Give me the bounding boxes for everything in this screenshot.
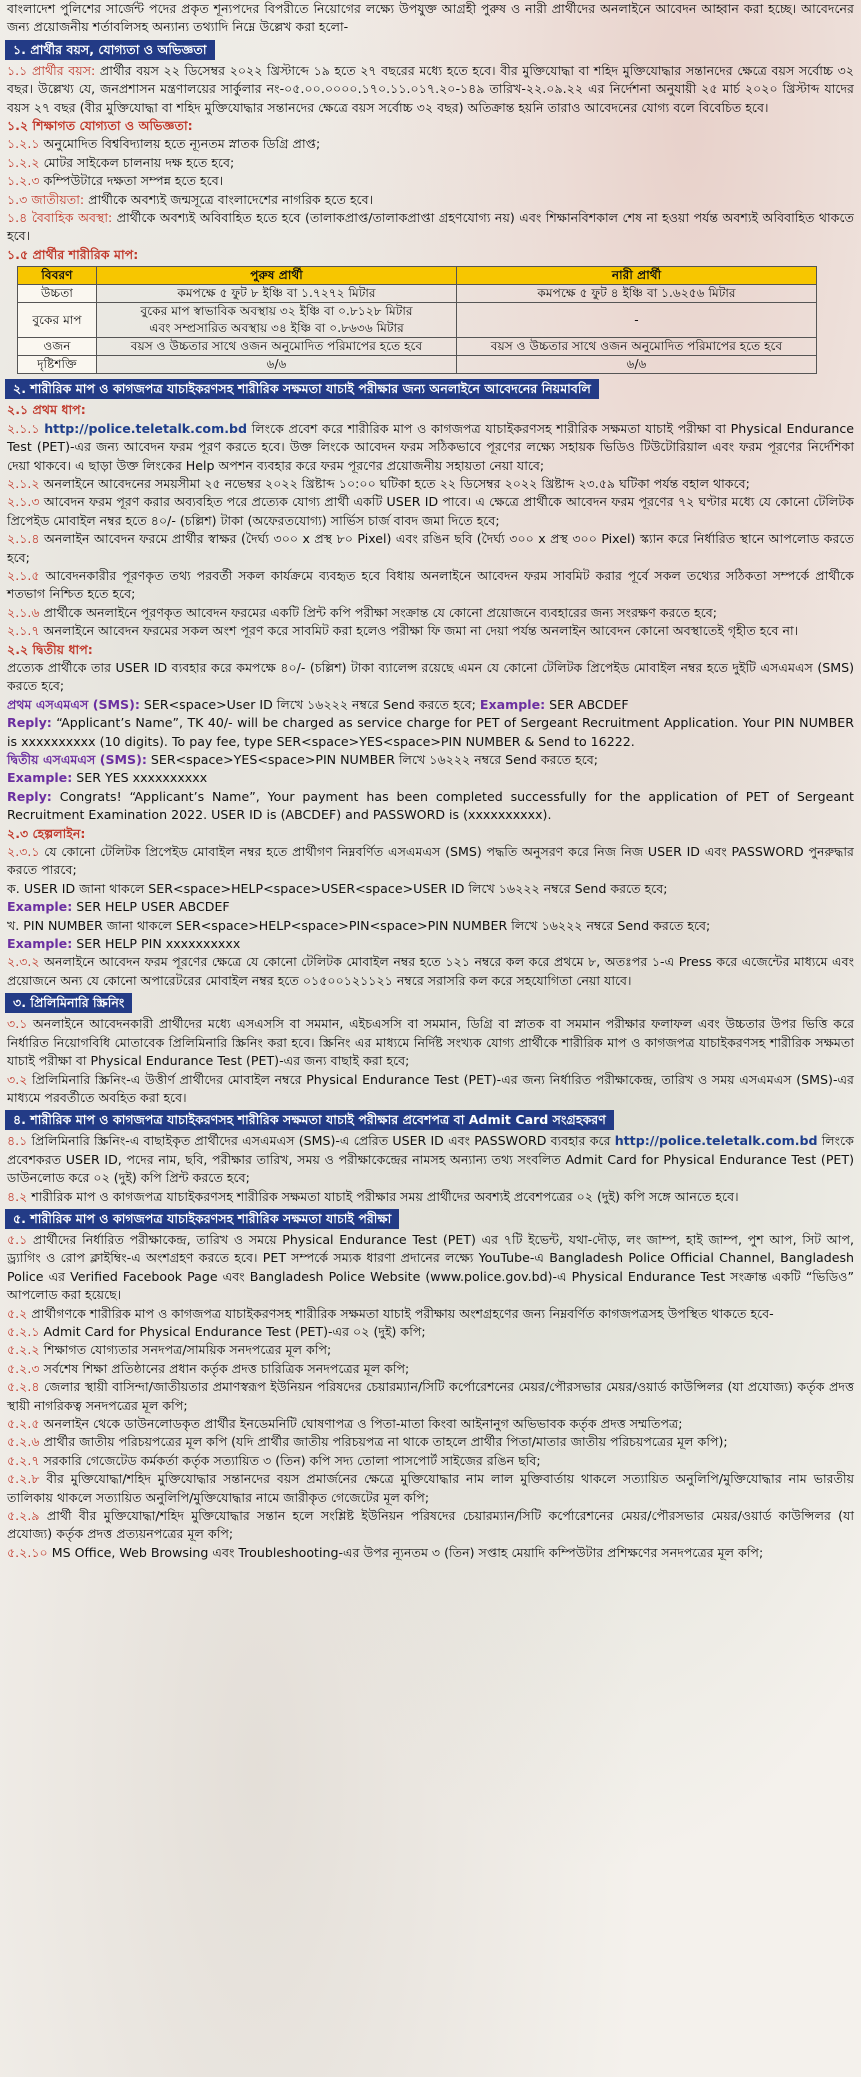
para-5-2-6-text: প্রার্থীর জাতীয় পরিচয়পত্রের মূল কপি (যদি প্রার্থীর জাতীয় পরিচয়পত্র না থাকে তাহলে প্রার্থীর পিতা/মাতার জাতীয় পরিচয়পত্রের মূল কপি); [39,1434,728,1450]
para-1-4 [5,209,856,246]
reply-2-label: Reply: [7,788,52,804]
para-3-1-num: ৩.১ [7,1016,28,1032]
table-cell-label: ওজন [18,338,97,356]
section-3-header: ৩. প্রিলিমিনারি স্ক্রিনিং [5,993,132,1013]
para-3-2-text: প্রিলিমিনারি স্ক্রিনিং-এ উত্তীর্ণ প্রার্থীদের মোবাইল নম্বরে Physical Endurance Test (PET)-এর জন্য নির্ধারিত পরীক্ষাকেন্দ্র, তারিখ ও সময় এসএমএস (SMS)-এর মাধ্যমে পরবর্তীতে অবহিত করা হবে। [7,1071,854,1105]
para-2-1-6-num: ২.১.৬ [7,604,40,620]
teletalk-link-admit[interactable]: http://police.teletalk.com.bd [614,1133,818,1149]
sms-2-text: SER<space>YES<space>PIN NUMBER লিখে ১৬২২২ নম্বরে Send করতে হবে; [146,752,599,767]
para-2-1-7-num: ২.১.৭ [7,623,40,639]
reply-1 [5,714,856,751]
para-2-1-1 [5,420,856,475]
para-5-2-4-text: জেলার স্থায়ী বাসিন্দা/জাতীয়তার প্রমাণস্বরূপ ইউনিয়ন পরিষদের চেয়ারম্যান/সিটি কর্পোরেশনের মেয়র/পৌরসভার মেয়র/ওয়ার্ড কাউন্সিলর (যা প্রযোজ্য) কর্তৃক প্রদত্ত স্থায়ী নাগরিকত্ব সনদপত্রের মূল কপি; [7,1379,854,1413]
help-b: খ. PIN NUMBER জানা থাকলে SER<space>HELP<space>PIN<space>PIN NUMBER লিখে ১৬২২২ নম্বরে Send করতে হবে; [7,917,711,933]
para-2-1-1-num: ২.১.১ [7,420,40,436]
para-1-4-text: প্রার্থীকে অবশ্যই অবিবাহিত হতে হবে (তালাকপ্রাপ্ত/তালাকপ্রাপ্তা গ্রহণযোগ্য নয়) এবং শিক্ষানবিশকাল শেষ না হওয়া পর্যন্ত অবশ্যই অবিবাহিত থাকতে হবে। [7,210,855,244]
para-4-1-num: ৪.১ [7,1133,28,1149]
sms-1-text: SER<space>User ID লিখে ১৬২২২ নম্বরে Send করতে হবে; [139,696,480,712]
para-4-2-num: ৪.২ [7,1188,28,1204]
para-5-2-5 [5,1415,856,1433]
para-2-1-3 [5,493,856,530]
para-1-2-1 [5,135,856,153]
sms-2-example-label: Example: [7,770,73,786]
para-4-2-text: শারীরিক মাপ ও কাগজপত্র যাচাইকরণসহ শারীরিক সক্ষমতা যাচাই পরীক্ষার সময় প্রার্থীদের অবশ্যই প্রবেশপত্রের ০২ (দুই) কপি সঙ্গে আনতে হবে। [27,1188,739,1204]
para-2-3-2-num: ২.৩.২ [7,954,40,970]
sms-1-example-label: Example: [479,696,546,712]
para-5-2-7 [5,1452,856,1470]
help-a: ক. USER ID জানা থাকলে SER<space>HELP<space>USER<space>USER ID লিখে ১৬২২২ নম্বরে Send করতে হবে; [7,880,668,896]
chest-normal: বুকের মাপ স্বাভাবিক অবস্থায় ৩২ ইঞ্চি বা ০.৮১২৮ মিটার [140,304,413,319]
circular-content [5,0,856,1562]
para-3-2-num: ৩.২ [7,1071,28,1087]
para-4-1-text-a: প্রিলিমিনারি স্ক্রিনিং-এ বাছাইকৃত প্রার্থীদের এসএমএস (SMS)-এ প্রেরিত USER ID এবং PASSWORD ব্যবহার করে [27,1133,615,1149]
para-2-3-1-text: যে কোনো টেলিটক প্রিপেইড মোবাইল নম্বর হতে প্রার্থীগণ নিম্নবর্ণিত এসএমএস (SMS) পদ্ধতি অনুসরণ করে নিজ নিজ USER ID এবং PASSWORD পুনরুদ্ধার করতে পারবে; [7,844,854,878]
para-2-1-2-text: অনলাইনে আবেদনের সময়সীমা ২৫ নভেম্বর ২০২২ খ্রিষ্টাব্দ ১০:০০ ঘটিকা হতে ২২ ডিসেম্বর ২০২২ খ্রিষ্টাব্দ ২৩.৫৯ ঘটিকা পর্যন্ত বহাল থাকবে; [39,475,750,491]
section-4-header: ৪. শারীরিক মাপ ও কাগজপত্র যাচাইকরণসহ শারীরিক সক্ষমতা যাচাই পরীক্ষার প্রবেশপত্র বা Admit Card সংগ্রহকরণ [5,1110,614,1130]
para-1-5-heading: ১.৫ প্রার্থীর শারীরিক মাপ: [7,246,139,262]
para-5-2-8-num: ৫.২.৮ [7,1471,40,1487]
help-a-example [5,898,856,916]
para-3-1-text: অনলাইনে আবেদনকারী প্রার্থীদের মধ্যে এসএসসি বা সমমান, এইচএসসি বা সমমান, ডিগ্রি বা স্নাতক বা সমমান পরীক্ষার ফলাফল এবং উচ্চতার উপর ভিত্তি করে নির্ধারিত নিয়োগবিধি মোতাবেক প্রিলিমিনারি স্ক্রিনিং করা হবে। স্ক্রিনিং এর মাধ্যমে নির্দিষ্ট সংখ্যক যোগ্য প্রার্থীকে শারীরিক মাপ ও কাগজপত্র যাচাইকরণসহ শারীরিক সক্ষমতা যাচাই পরীক্ষা বা Physical Endurance Test (PET)-এর জন্য বাছাই করা হবে; [7,1016,854,1069]
para-5-2-9 [5,1507,856,1544]
sms-1-label: প্রথম এসএমএস (SMS): [7,696,140,712]
para-2-1-4 [5,530,856,567]
para-2-1-5-num: ২.১.৫ [7,567,40,583]
help-a-example-text: SER HELP USER ABCDEF [72,899,230,915]
para-5-2-7-num: ৫.২.৭ [7,1452,40,1468]
para-5-2-3-num: ৫.২.৩ [7,1360,40,1376]
para-1-2-2 [5,154,856,172]
reply-2 [5,788,856,825]
para-5-2-2-num: ৫.২.২ [7,1342,40,1358]
table-cell: বয়স ও উচ্চতার সাথে ওজন অনুমোদিত পরিমাপের হতে হবে [97,338,457,356]
para-5-2-2-text: শিক্ষাগত যোগ্যতার সনদপত্র/সাময়িক সনদপত্রের মূল কপি; [39,1342,332,1358]
para-1-2-1-text: অনুমোদিত বিশ্ববিদ্যালয় হতে ন্যূনতম স্নাতক ডিগ্রি প্রাপ্ত; [39,136,321,152]
teletalk-link[interactable]: http://police.teletalk.com.bd [44,420,248,436]
para-2-2-heading: ২.২ দ্বিতীয় ধাপ: [7,641,93,657]
para-1-1-text: প্রার্থীর বয়স ২২ ডিসেম্বর ২০২২ খ্রিস্টাব্দে ১৯ হতে ২৭ বছরের মধ্যে হতে হবে। বীর মুক্তিযোদ্ধা বা শহিদ মুক্তিযোদ্ধার সন্তানদের ক্ষেত্রে বয়স সর্বোচ্চ ৩২ বছর। উল্লেখ্য যে, জনপ্রশাসন মন্ত্রণালয়ের সার্কুলার নং-০৫.০০.০০০০.১৭০.১১.০১৭.২০-১৪৯ তারিখ-২২.০৯.২২ এর নির্দেশনা অনুযায়ী ২৫ মার্চ ২০২০ খ্রিস্টাব্দ যাদের বয়স ২৭ বছর (বীর মুক্তিযোদ্ধা বা শহিদ মুক্তিযোদ্ধার সন্তানদের ক্ষেত্রে বয়স সর্বোচ্চ ৩২ বছর) অতিক্রান্ত হয়নি তারাও আবেদনের যোগ্য বলে বিবেচিত হবে। [7,62,854,115]
table-row [18,285,817,303]
table-cell [97,303,457,338]
para-5-2-1 [5,1323,856,1341]
para-4-2 [5,1188,856,1206]
table-row [18,303,817,338]
para-4-1-text-b: লিংকে প্রবেশকরত USER ID, পদের নাম, ছবি, পরীক্ষার তারিখ, সময় ও পরীক্ষাকেন্দ্রের নামসহ অন্যান্য তথ্য সংবলিত Admit Card for Physical Endurance Test (PET) ডাউনলোড করে ০২ (দুই) কপি প্রিন্ট করতে হবে; [7,1133,854,1186]
para-5-1 [5,1231,856,1305]
para-5-2-10-num: ৫.২.১০ [7,1544,48,1560]
help-b-example-text: SER HELP PIN xxxxxxxxxx [72,936,241,952]
para-4-1 [5,1132,856,1187]
intro-paragraph: বাংলাদেশ পুলিশের সার্জেন্ট পদের প্রকৃত শূন্যপদের বিপরীতে নিয়োগের লক্ষ্যে উপযুক্ত আগ্রহী পুরুষ ও নারী প্রার্থীদের অনলাইনে আবেদন আহ্বান করা হচ্ছে। আবেদনের জন্য প্রয়োজনীয় শর্তাবলিসহ অন্যান্য তথ্যাদি নিম্নে উল্লেখ করা হলো- [7,1,854,35]
table-row [18,338,817,356]
para-5-2-text: প্রার্থীগণকে শারীরিক মাপ ও কাগজপত্র যাচাইকরণসহ শারীরিক সক্ষমতা যাচাই পরীক্ষায় অংশগ্রহণের জন্য নিম্নবর্ণিত কাগজপত্রসহ উপস্থিত থাকতে হবে- [27,1305,774,1321]
reply-1-text: “Applicant’s Name”, TK 40/- will be charged as service charge for PET of Sergeant Recruitment Application. Your PIN NUMBER is xxxxxxxxxx (10 digits). To pay fee, type SER<space>YES<space>PIN NUMBER & Send to 16222. [7,715,854,749]
para-2-1-6 [5,604,856,622]
para-5-2-4 [5,1378,856,1415]
help-a-example-label: Example: [7,899,73,915]
para-5-2-9-text: প্রার্থী বীর মুক্তিযোদ্ধা/শহিদ মুক্তিযোদ্ধার সন্তান হলে সংশ্লিষ্ট ইউনিয়ন পরিষদের চেয়ারম্যান/সিটি কর্পোরেশনের মেয়র/পৌরসভার মেয়র/ওয়ার্ড কাউন্সিলর (যা প্রযোজ্য) কর্তৃক প্রদত্ত প্রত্যয়নপত্রের মূল কপি; [7,1508,854,1542]
sms-2-example [5,769,856,787]
para-2-1-2-num: ২.১.২ [7,475,40,491]
para-1-3 [5,191,856,209]
table-header-female: নারী প্রার্থী [457,267,817,285]
sms-2-label: দ্বিতীয় এসএমএস (SMS): [7,752,147,767]
para-5-2-6-num: ৫.২.৬ [7,1434,40,1450]
para-1-1-num: ১.১ প্রার্থীর বয়স: [7,62,96,78]
table-cell-label: উচ্চতা [18,285,97,303]
reply-1-label: Reply: [7,715,52,731]
para-5-2-3-text: সর্বশেষ শিক্ষা প্রতিষ্ঠানের প্রধান কর্তৃক প্রদত্ত চারিত্রিক সনদপত্রের মূল কপি; [39,1360,410,1376]
physical-measurement-table [17,266,817,374]
sms-2 [5,751,856,769]
para-1-2-3-text: কম্পিউটারে দক্ষতা সম্পন্ন হতে হবে। [39,173,224,189]
para-2-2-text: প্রত্যেক প্রার্থীকে তার USER ID ব্যবহার করে কমপক্ষে ৪০/- (চল্লিশ) টাকা ব্যালেন্স রয়েছে এমন যে কোনো টেলিটক প্রিপেইড মোবাইল নম্বর হতে দুইটি এসএমএস (SMS) করতে হবে; [7,659,854,694]
table-header-male: পুরুষ প্রার্থী [97,267,457,285]
para-2-1-6-text: প্রার্থীকে অনলাইনে পূরণকৃত আবেদন ফরমের একটি প্রিন্ট কপি পরীক্ষা সংক্রান্ত যে কোনো প্রয়োজনে ব্যবহারের জন্য সংরক্ষণ করতে হবে; [39,604,718,620]
help-b-example-label: Example: [7,936,73,952]
para-1-4-num: ১.৪ বৈবাহিক অবস্থা: [7,210,113,226]
para-5-2-1-text: Admit Card for Physical Endurance Test (PET)-এর ০২ (দুই) কপি; [39,1323,426,1339]
para-3-1 [5,1015,856,1070]
para-2-1-5-text: আবেদনকারীর পূরণকৃত তথ্য পরবর্তী সকল কার্যক্রমে ব্যবহৃত হবে বিধায় অনলাইনে আবেদন ফরম সাবমিট করার পূর্বে সকল তথ্যের সঠিকতা সম্পর্কে প্রার্থীকে শতভাগ নিশ্চিত হতে হবে; [7,567,854,602]
help-b-example [5,935,856,953]
para-1-1 [5,62,856,117]
section-1-header: ১. প্রার্থীর বয়স, যোগ্যতা ও অভিজ্ঞতা [5,40,215,60]
para-2-1-7-text: অনলাইনে আবেদন ফরমের সকল অংশ পূরণ করে সাবমিট করা হলেও পরীক্ষা ফি জমা না দেয়া পর্যন্ত অনলাইন আবেদন কোনো অবস্থাতেই গৃহীত হবে না। [39,623,799,639]
chest-expanded: এবং সম্প্রসারিত অবস্থায় ৩৪ ইঞ্চি বা ০.৮৬৩৬ মিটার [149,321,404,336]
para-1-2-2-num: ১.২.২ [7,154,40,170]
section-5-header: ৫. শারীরিক মাপ ও কাগজপত্র যাচাইকরণসহ শারীরিক সক্ষমতা যাচাই পরীক্ষা [5,1209,399,1229]
para-5-2-10-text: MS Office, Web Browsing এবং Troubleshooting-এর উপর ন্যূনতম ৩ (তিন) সপ্তাহ মেয়াদি কম্পিউটার প্রশিক্ষণের সনদপত্রের মূল কপি; [47,1544,764,1560]
table-header-row [18,267,817,285]
table-cell: ৬/৬ [457,356,817,374]
para-5-2-4-num: ৫.২.৪ [7,1379,40,1395]
table-cell: কমপক্ষে ৫ ফুট ৮ ইঞ্চি বা ১.৭২৭২ মিটার [97,285,457,303]
table-row [18,356,817,374]
para-2-3-2-text: অনলাইনে আবেদন ফরম পূরণের ক্ষেত্রে যে কোনো টেলিটক মোবাইল নম্বর হতে ১২১ নম্বরে কল করে প্রথমে ৮, অতঃপর ১-এ Press করে এজেন্টের মাধ্যমে এবং প্রয়োজনে অন্য যে কোনো অপারেটরের মোবাইল নম্বর হতে ০১৫০০১২১১২১ নম্বরে সরাসরি কল করে সহযোগিতা নেয়া যাবে। [7,954,854,988]
sms-2-example-text: SER YES xxxxxxxxxx [72,770,208,786]
para-5-2-10 [5,1544,856,1562]
para-2-1-4-text: অনলাইন আবেদন ফরমে প্রার্থীর স্বাক্ষর (দৈর্ঘ্য ৩০০ x প্রস্থ ৮০ Pixel) এবং রঙিন ছবি (দৈর্ঘ্য ৩০০ x প্রস্থ ৩০০ Pixel) স্ক্যান করে নির্ধারিত স্থানে আপলোড করতে হবে; [7,531,854,565]
para-5-2-6 [5,1433,856,1451]
para-2-1-5 [5,567,856,604]
para-2-1-heading: ২.১ প্রথম ধাপ: [7,402,86,418]
para-5-2-7-text: সরকারি গেজেটেড কর্মকর্তা কর্তৃক সত্যায়িত ৩ (তিন) কপি সদ্য তোলা পাসপোর্ট সাইজের রঙিন ছবি; [39,1452,541,1468]
para-2-1-1-text: লিংকে প্রবেশ করে শারীরিক মাপ ও কাগজপত্র যাচাইকরণসহ শারীরিক সক্ষমতা যাচাই পরীক্ষা বা Physical Endurance Test (PET)-এর জন্য আবেদন ফরম পূরণ করতে হবে। উক্ত লিংকে আবেদন ফরম সঠিকভাবে পূরণের লক্ষ্যে সহায়ক ভিডিও টিউটোরিয়াল এবং ফরম পূরণের নির্দেশিকা দেয়া থাকবে। এ ছাড়া উক্ত লিংকের Help অপশন ব্যবহার করে ফরম পূরণের প্রয়োজনীয় সহায়তা নেয়া যাবে; [7,420,854,473]
para-5-2-3 [5,1360,856,1378]
para-2-1-7 [5,622,856,640]
table-cell: বয়স ও উচ্চতার সাথে ওজন অনুমোদিত পরিমাপের হতে হবে [457,338,817,356]
section-2-header: ২. শারীরিক মাপ ও কাগজপত্র যাচাইকরণসহ শারীরিক সক্ষমতা যাচাই পরীক্ষার জন্য অনলাইনে আবেদনের নিয়মাবলি [5,379,599,399]
para-5-2-8-text: বীর মুক্তিযোদ্ধা/শহিদ মুক্তিযোদ্ধার সন্তানদের বয়স প্রমার্জনের ক্ষেত্রে মুক্তিযোদ্ধার নাম লাল মুক্তিবার্তায় থাকলে সত্যায়িত অনুলিপি/মুক্তিযোদ্ধার নাম ভারতীয় তালিকায় থাকলে সত্যায়িত অনুলিপি/মুক্তিযোদ্ধার নামে জারীকৃত গেজেটের মূল কপি; [7,1471,854,1505]
para-1-2-2-text: মোটর সাইকেল চালনায় দক্ষ হতে হবে; [39,154,235,170]
para-5-2-2 [5,1341,856,1359]
para-5-1-text: প্রার্থীদের নির্ধারিত পরীক্ষাকেন্দ্র, তারিখ ও সময়ে Physical Endurance Test (PET) এর ৭টি ইভেন্ট, যথা-দৌড়, লং জাম্প, হাই জাম্প, পুশ আপ, সিট আপ, ড্র্যাগিং ও রোপ ক্লাইম্বিং-এ অংশগ্রহণ করতে হবে। PET সম্পর্কে সম্যক ধারণা প্রদানের লক্ষ্যে YouTube-এ Bangladesh Police Official Channel, Bangladesh Police এর Verified Facebook Page এবং Bangladesh Police Website (www.police.gov.bd)-এ Physical Endurance Test সংক্রান্ত একটি “ভিডিও” আপলোড করা হয়েছে। [7,1231,854,1303]
para-5-2-5-num: ৫.২.৫ [7,1416,40,1431]
para-2-1-3-num: ২.১.৩ [7,494,40,510]
table-cell-label: বুকের মাপ [18,303,97,338]
para-3-2 [5,1071,856,1108]
para-5-2 [5,1305,856,1323]
table-cell-label: দৃষ্টিশক্তি [18,356,97,374]
para-5-2-5-text: অনলাইন থেকে ডাউনলোডকৃত প্রার্থীর ইনডেমনিটি ঘোষণাপত্র ও পিতা-মাতা কিংবা আইনানুগ অভিভাবক কর্তৃক প্রদত্ত সম্মতিপত্র; [39,1416,683,1431]
table-cell: ৬/৬ [97,356,457,374]
reply-2-text: Congrats! “Applicant’s Name”, Your payment has been completed successfully for the application of PET of Sergeant Recruitment Examination 2022. USER ID is (ABCDEF) and PASSWORD is (xxxxxxxxxx). [7,788,854,823]
para-5-2-1-num: ৫.২.১ [7,1323,40,1339]
para-2-1-4-num: ২.১.৪ [7,531,40,547]
para-5-2-num: ৫.২ [7,1305,28,1321]
para-5-2-9-num: ৫.২.৯ [7,1508,40,1524]
para-2-3-heading: ২.৩ হেল্পলাইন: [7,825,86,841]
table-cell: - [457,303,817,338]
sms-1 [5,696,856,714]
para-2-1-3-text: আবেদন ফরম পূরণ করার অব্যবহিত পরে প্রত্যেক যোগ্য প্রার্থী একটি USER ID পাবে। এ ক্ষেত্রে প্রার্থীকে আবেদন ফরম পূরণের ৭২ ঘণ্টার মধ্যে যে কোনো টেলিটক প্রিপেইড মোবাইল নম্বর হতে ৪০/- (চল্লিশ) টাকা (অফেরতযোগ্য) সার্ভিস চার্জ বাবদ জমা দিতে হবে; [7,494,854,528]
para-2-3-1 [5,843,856,880]
para-2-1-2 [5,475,856,493]
table-header-item: বিবরণ [18,267,97,285]
para-1-3-text: প্রার্থীকে অবশ্যই জন্মসূত্রে বাংলাদেশের নাগরিক হতে হবে। [84,191,374,207]
para-5-1-num: ৫.১ [7,1231,28,1247]
para-5-2-8 [5,1470,856,1507]
para-1-2-3 [5,172,856,190]
para-2-3-1-num: ২.৩.১ [7,844,40,860]
para-1-3-num: ১.৩ জাতীয়তা: [7,191,85,207]
para-1-2-1-num: ১.২.১ [7,136,40,152]
para-2-3-2 [5,953,856,990]
table-cell: কমপক্ষে ৫ ফুট ৪ ইঞ্চি বা ১.৬২৫৬ মিটার [457,285,817,303]
para-1-2-3-num: ১.২.৩ [7,173,40,189]
sms-1-example: SER ABCDEF [545,696,629,712]
para-1-2-heading: ১.২ শিক্ষাগত যোগ্যতা ও অভিজ্ঞতা: [7,118,193,134]
